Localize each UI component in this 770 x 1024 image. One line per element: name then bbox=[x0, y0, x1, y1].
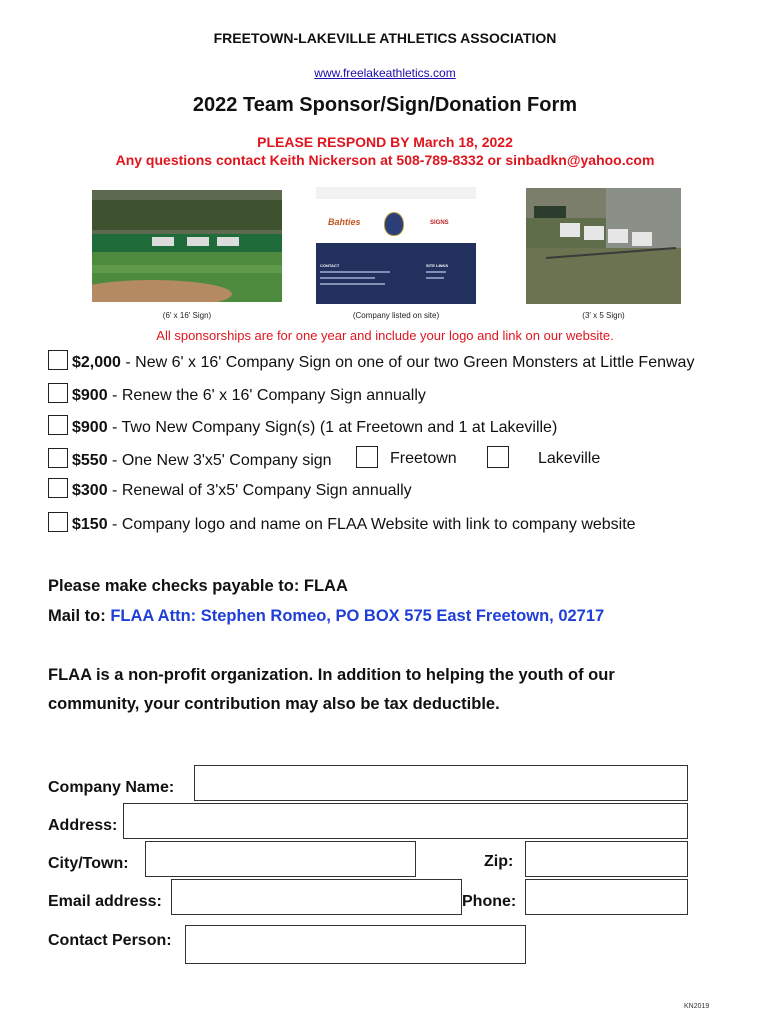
sponsor-logo-text: Bahties bbox=[328, 217, 361, 227]
nonprofit-line-2: community, your contribution may also be tax deductible. bbox=[48, 695, 500, 713]
address-label: Address: bbox=[48, 817, 118, 834]
field-sign-photo bbox=[92, 190, 282, 302]
option-900-renew-checkbox[interactable] bbox=[48, 383, 68, 403]
website-screenshot bbox=[316, 187, 476, 304]
option-desc: - Renewal of 3'x5' Company Sign annually bbox=[107, 482, 412, 499]
contact-heading: CONTACT bbox=[320, 263, 340, 268]
city-field[interactable] bbox=[145, 841, 416, 877]
image-caption-1: (6' x 16' Sign) bbox=[162, 311, 212, 320]
image-caption-2: (Company listed on site) bbox=[352, 311, 440, 320]
mail-to bbox=[48, 607, 604, 626]
zip-field[interactable] bbox=[525, 841, 688, 877]
address-field[interactable] bbox=[123, 803, 688, 839]
option-price: $550 bbox=[72, 452, 108, 469]
option-300-checkbox[interactable] bbox=[48, 478, 68, 498]
option-price: $2,000 bbox=[72, 354, 121, 371]
option-desc: - New 6' x 16' Company Sign on one of our two Green Monsters at Little Fenway bbox=[120, 354, 695, 371]
questions-contact: Any questions contact Keith Nickerson at 508-789-8332 or sinbadkn@yahoo.com bbox=[115, 152, 655, 168]
nonprofit-line-1: FLAA is a non-profit organization. In addition to helping the youth of our bbox=[48, 666, 615, 684]
email-label: Email address: bbox=[48, 893, 162, 910]
phone-label: Phone: bbox=[462, 893, 517, 910]
footer-code: KN2019 bbox=[684, 1003, 710, 1010]
lakeville-label: Lakeville bbox=[538, 450, 601, 467]
contact-person-label: Contact Person: bbox=[48, 932, 172, 949]
option-price: $900 bbox=[72, 387, 108, 404]
lakeville-checkbox[interactable] bbox=[487, 446, 509, 468]
option-desc: - One New 3'x5' Company sign bbox=[107, 452, 332, 469]
option-900-renew bbox=[48, 383, 426, 405]
badge-icon bbox=[384, 212, 404, 236]
signs-logo-text: SIGNS bbox=[430, 220, 449, 226]
option-price: $300 bbox=[72, 482, 108, 499]
freetown-checkbox[interactable] bbox=[356, 446, 378, 468]
contact-person-field[interactable] bbox=[185, 925, 526, 964]
city-label: City/Town: bbox=[48, 855, 129, 872]
website-link[interactable]: www.freelakeathletics.com bbox=[314, 66, 456, 80]
option-900-two bbox=[48, 415, 557, 437]
freetown-label: Freetown bbox=[390, 450, 457, 467]
checks-payable: Please make checks payable to: FLAA bbox=[48, 577, 348, 595]
email-field[interactable] bbox=[171, 879, 462, 915]
option-2000 bbox=[48, 350, 694, 372]
option-desc: - Company logo and name on FLAA Website with link to company website bbox=[107, 516, 636, 533]
option-550 bbox=[48, 448, 332, 470]
option-150-checkbox[interactable] bbox=[48, 512, 68, 532]
mail-to-label: Mail to: bbox=[48, 607, 111, 625]
org-name: FREETOWN-LAKEVILLE ATHLETICS ASSOCIATION bbox=[213, 30, 557, 46]
sponsorship-note: All sponsorships are for one year and include your logo and link on our website. bbox=[156, 328, 614, 343]
option-150 bbox=[48, 512, 636, 534]
option-desc: - Renew the 6' x 16' Company Sign annually bbox=[107, 387, 426, 404]
respond-deadline: PLEASE RESPOND BY March 18, 2022 bbox=[257, 134, 513, 150]
option-550-checkbox[interactable] bbox=[48, 448, 68, 468]
option-price: $900 bbox=[72, 419, 108, 436]
option-price: $150 bbox=[72, 516, 108, 533]
form-title: 2022 Team Sponsor/Sign/Donation Form bbox=[192, 94, 578, 116]
image-caption-3: (3' x 5 Sign) bbox=[582, 311, 625, 320]
phone-field[interactable] bbox=[525, 879, 688, 915]
mail-address: FLAA Attn: Stephen Romeo, PO BOX 575 East Freetown, 02717 bbox=[110, 607, 605, 625]
company-name-field[interactable] bbox=[194, 765, 688, 801]
option-900-two-checkbox[interactable] bbox=[48, 415, 68, 435]
company-name-label: Company Name: bbox=[48, 779, 175, 796]
small-sign-photo bbox=[526, 188, 681, 304]
option-300 bbox=[48, 478, 412, 500]
option-2000-checkbox[interactable] bbox=[48, 350, 68, 370]
site-links-heading: SITE LINKS bbox=[426, 263, 449, 268]
zip-label: Zip: bbox=[484, 853, 514, 870]
option-desc: - Two New Company Sign(s) (1 at Freetown and 1 at Lakeville) bbox=[107, 419, 558, 436]
